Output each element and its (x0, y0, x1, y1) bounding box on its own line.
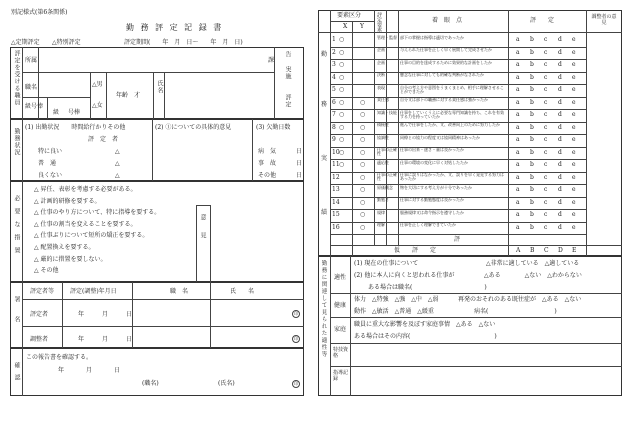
element-name: 仕事の正確性 (377, 147, 397, 157)
family-label: 家庭 (334, 326, 347, 333)
viewpoint-text: 仕事に誤りはなかったか、又、誤りを早く発見する努力はあったか (400, 172, 504, 182)
grade-option[interactable]: a (516, 186, 520, 193)
family-circumstances[interactable]: 職員に重大な影響を及ぼす家庭事情 △ある △ない (354, 321, 496, 328)
grade-option[interactable]: d (558, 148, 562, 156)
signature-col-evaluator: 評定者等 (30, 288, 55, 295)
element-name: 原価概念 (377, 184, 393, 190)
report-label: 告 (284, 51, 291, 58)
x-mark: ○ (339, 136, 345, 143)
evaluation-label: 評定 (284, 94, 291, 108)
element-name: 適応性 (377, 159, 389, 165)
y-mark: ○ (360, 98, 366, 106)
y-mark: ○ (360, 223, 366, 231)
element-name: 勤勉さ (377, 197, 389, 202)
age-field: 年齢 才 (116, 92, 141, 99)
row-number: 4 (332, 73, 336, 81)
grade-option[interactable]: b (530, 211, 534, 218)
grade-option[interactable]: e (572, 123, 576, 131)
row-number: 3 (332, 61, 336, 68)
grade-option[interactable]: c (544, 111, 548, 118)
evaluator-row-label: 評定者 (30, 311, 49, 318)
y-mark: ○ (360, 161, 366, 168)
row-number: 5 (332, 86, 336, 93)
signature-box (10, 282, 304, 348)
element-name: 協調性 (377, 134, 389, 140)
grade-option[interactable]: a (516, 36, 520, 43)
signature-col-name: 氏 名 (230, 288, 255, 295)
viewpoint-text: 進んで仕事をしたか、又、改善向上のために努力したか (400, 122, 500, 127)
grade-option[interactable]: b (530, 148, 534, 156)
confirmation-name: (氏名) (218, 380, 235, 387)
grade-option[interactable]: d (558, 173, 562, 181)
grade-option[interactable]: a (516, 111, 520, 118)
grade-option[interactable]: b (530, 223, 534, 231)
attendance-row-1 (38, 148, 120, 155)
attendance-row-mark[interactable]: △ (115, 148, 120, 155)
x-mark: ○ (339, 48, 345, 56)
row-number: 1 (332, 36, 336, 43)
aptitude-current-options[interactable]: △非常に適している △適している (486, 260, 580, 267)
adjuster-opinion-header: 調整者の意見 (591, 14, 617, 26)
grade-option[interactable]: b (530, 136, 534, 143)
grade-option[interactable]: d (558, 73, 562, 81)
grade-option[interactable]: c (544, 148, 548, 156)
row-number: 11 (332, 161, 340, 168)
element-name: 管理・監督 (377, 34, 397, 40)
attendance-vertical-label: 勤務状況 (13, 128, 20, 156)
grade-option[interactable]: c (544, 61, 548, 68)
grade-option[interactable]: a (516, 173, 520, 181)
x-header: X (343, 23, 348, 30)
absence-days-label: (3) 欠勤日数 (256, 124, 291, 131)
grade-option[interactable]: a (516, 98, 520, 106)
grade-option[interactable]: a (516, 161, 520, 168)
grade-option[interactable]: d (558, 86, 562, 93)
row-number: 16 (332, 223, 340, 231)
attendance-item1: (1) 出勤状況 時間給行かりその他 (25, 124, 126, 131)
grade-option[interactable]: a (516, 198, 520, 206)
row-number: 10 (332, 148, 340, 156)
grade-option[interactable]: a (516, 86, 520, 93)
signature-col-post: 職 名 (170, 288, 189, 295)
element-name: 知識・技能 (377, 109, 397, 115)
evaluator-date: 年 月 日 (78, 311, 139, 318)
grade-option[interactable]: a (516, 123, 520, 131)
element-name: 理解 (377, 222, 385, 227)
female-option[interactable]: △女 (92, 102, 103, 109)
viewpoint-text: 物を大切にする考え方が十分であったか (400, 184, 472, 190)
final-grade-option[interactable]: C (544, 247, 549, 254)
grade-option[interactable]: e (572, 36, 576, 43)
x-mark: ○ (339, 111, 345, 118)
grade-option[interactable]: a (516, 61, 520, 68)
skills-label: 特技資格 (333, 347, 349, 359)
grade-option[interactable]: d (558, 36, 562, 43)
x-mark: ○ (339, 73, 345, 81)
grade-option[interactable]: e (572, 61, 576, 68)
grade-option[interactable]: b (530, 98, 534, 106)
absence-accident: 事 故 日 (258, 160, 303, 167)
attendance-row-label: 普 通 (38, 160, 57, 167)
x-mark: ○ (339, 86, 345, 93)
viewpoint-header: 着 眼 点 (432, 17, 463, 24)
element-header: 評定要素 (376, 12, 382, 32)
grade-option[interactable]: b (530, 186, 534, 193)
grade-option[interactable]: d (558, 198, 562, 206)
aptitude-other-options[interactable]: △ある △ない △わからない (484, 272, 582, 279)
viewpoint-text: 仕事の環境の変化に早く対処したたか (400, 159, 468, 165)
grade-option[interactable]: e (572, 98, 576, 106)
duty-vertical-3: 実 (321, 155, 328, 162)
male-option[interactable]: △男 (92, 81, 103, 88)
duty-vertical-2: 務 (321, 101, 328, 108)
job-title-label: 職名 (25, 84, 38, 91)
final-grade-option[interactable]: A (516, 247, 521, 254)
element-name: 責任感 (377, 97, 389, 102)
final-grade-option[interactable]: D (558, 247, 563, 254)
grade-option[interactable]: d (558, 211, 562, 218)
absence-sick: 病 気 日 (258, 148, 303, 155)
grade-option[interactable]: d (558, 61, 562, 68)
health-label: 健康 (334, 302, 347, 309)
grade-option[interactable]: b (530, 86, 534, 93)
y-mark: ○ (360, 186, 366, 193)
attendance-row-mark[interactable]: △ (115, 172, 120, 179)
viewpoint-text: 仕事をしていくうえに必要な専門知識を持ち、これを有効する力を持っていたか (400, 109, 504, 119)
grade-option[interactable]: d (558, 186, 562, 193)
grade-option[interactable]: c (544, 123, 548, 131)
grade-option[interactable]: d (558, 48, 562, 56)
grade-option[interactable]: b (530, 61, 534, 68)
measure-item[interactable]: △ 計画的研修を要する。 (34, 197, 101, 205)
confirmation-text: この報告書を確認する。 (26, 354, 93, 361)
grade-option[interactable]: c (544, 173, 548, 181)
health-strength[interactable]: 体力 △特強 △強 △中 △弱 (354, 296, 439, 303)
form-number: 別記様式(第6条関係) (11, 9, 68, 16)
periodic-evaluation-option[interactable]: △定期評定 (11, 39, 40, 46)
grade-option[interactable]: a (516, 223, 520, 231)
signature-col-date: 評定(調整)年月日 (70, 288, 117, 295)
measure-item[interactable]: △ 仕事ぶりについて短所の矯正を要する。 (34, 232, 149, 240)
row-number: 12 (332, 173, 340, 181)
x-mark: ○ (339, 148, 345, 156)
confirmation-post: (職名) (142, 380, 159, 387)
grade-option[interactable]: c (544, 73, 548, 81)
x-mark: ○ (339, 123, 345, 131)
grade-option[interactable]: b (530, 123, 534, 131)
grade-option[interactable]: d (558, 111, 562, 118)
aptitude-vertical-label: 勤務に関連して見られた適性等 (320, 260, 327, 358)
viewpoint-text: 自分又は部下の職務に対する責任感は強かったか (400, 97, 488, 102)
grade-option[interactable]: e (572, 148, 576, 156)
grade-option[interactable]: c (544, 223, 548, 231)
attendance-row-mark[interactable]: △ (115, 160, 120, 167)
grade-option[interactable]: d (558, 98, 562, 106)
grade-option[interactable]: d (558, 161, 562, 168)
grade-option[interactable]: c (544, 136, 548, 143)
personal-vertical-label: 評定を受ける職員 (13, 50, 20, 106)
evaluator-label: 評 定 者 (88, 136, 119, 143)
y-mark: ○ (360, 211, 366, 218)
row-number: 14 (332, 198, 340, 206)
grade-option[interactable]: e (572, 161, 576, 168)
final-grade-option[interactable]: B (530, 247, 535, 254)
opinion-label: 意見 (199, 214, 206, 250)
grade-option[interactable]: e (572, 173, 576, 181)
measure-item[interactable]: △ 仕事の割当を変えることを要する。 (34, 220, 137, 228)
y-header: Y (360, 23, 364, 30)
x-mark: ○ (339, 161, 345, 168)
grade-option[interactable]: d (558, 223, 562, 231)
viewpoint-text: 同僚との協力の程度又は協同精神はあったか (400, 134, 480, 140)
aptitude-label: 適性 (334, 274, 347, 281)
grade-option[interactable]: e (572, 223, 576, 231)
grade-label: 級号俸 (25, 103, 44, 110)
viewpoint-text: 仕事に対する勤勉態度は良かったか (400, 197, 464, 202)
measure-item[interactable]: △ 厳的に措置を要しない。 (34, 255, 107, 263)
provisional-evaluation-label: 仮 評 定 (394, 247, 437, 254)
viewpoint-text: 与えられた仕事を正しく早く展開して完成させたか (400, 47, 492, 52)
aptitude-current-job: (1) 現在の仕事について (354, 260, 419, 267)
grade-option[interactable]: d (558, 123, 562, 131)
element-name: 企画 (377, 59, 385, 65)
row-number: 8 (332, 123, 336, 131)
grade-option[interactable]: c (544, 161, 548, 168)
grade-option[interactable]: b (530, 73, 534, 81)
grade-option[interactable]: b (530, 161, 534, 168)
grade-option[interactable]: a (516, 136, 520, 143)
measure-item[interactable]: △ 昇任、表彰を考慮する必要がある。 (34, 186, 137, 193)
grade-option[interactable]: e (572, 111, 576, 118)
name-label: 氏名 (156, 80, 163, 94)
confirmation-seal: 印 (294, 381, 298, 386)
grade-option[interactable]: a (516, 148, 520, 156)
viewpoint-text: 服務規律又は命令指示を遵守したか (400, 209, 464, 215)
row-number: 13 (332, 186, 340, 193)
attendance-row-3 (38, 172, 120, 179)
section-suffix: 課 (268, 57, 275, 64)
step-unit: 号棒 (68, 109, 81, 116)
y-mark: ○ (360, 198, 366, 206)
category-header: 要素区分 (337, 12, 362, 19)
attendance-row-label: 良くない (38, 172, 63, 179)
health-history[interactable]: 再発のおそれのある既往症が △ある △ない (458, 296, 582, 303)
grade-option[interactable]: e (572, 198, 576, 206)
evaluator-seal: 印 (294, 311, 298, 316)
duty-vertical-4: 績 (321, 209, 328, 216)
grade-option[interactable]: e (572, 186, 576, 193)
attendance-row-2 (38, 160, 120, 167)
element-name: 企画 (377, 47, 385, 52)
family-details: ある場合はその内容( ) (354, 333, 497, 340)
grade-option[interactable]: e (572, 73, 576, 81)
measure-item[interactable]: △ その他 (34, 267, 59, 275)
y-mark: ○ (360, 111, 366, 118)
grade-option[interactable]: e (572, 86, 576, 93)
grade-option[interactable]: c (544, 211, 548, 218)
viewpoint-text: 部下の掌握は指導は適切であったか (400, 34, 464, 40)
grade-option[interactable]: a (516, 48, 520, 56)
element-name: 決断 (377, 72, 385, 77)
row-number: 2 (332, 48, 336, 56)
grade-option[interactable]: c (544, 98, 548, 106)
grade-option[interactable]: a (516, 73, 520, 81)
adjuster-seal: 印 (294, 336, 298, 341)
absence-other: その他 日 (258, 172, 303, 179)
row-number: 15 (332, 211, 340, 218)
aptitude-other-job: (2) 他に本人に向くと思われる仕事が (354, 272, 455, 279)
grade-option[interactable]: e (572, 211, 576, 218)
y-mark: ○ (360, 173, 366, 181)
measure-item[interactable]: △ 仕事のやり方について、特に指導を要する。 (34, 209, 161, 217)
grade-option[interactable]: a (516, 211, 520, 218)
y-mark: ○ (360, 148, 366, 156)
duty-vertical-1: 勤 (321, 51, 328, 58)
grade-option[interactable]: e (572, 136, 576, 143)
special-evaluation-option[interactable]: △特別評定 (52, 39, 81, 46)
x-mark: ○ (339, 98, 345, 106)
x-mark: ○ (339, 36, 345, 43)
health-disease: 病名( ) (474, 308, 557, 315)
grade-option[interactable]: c (544, 186, 548, 193)
grade-option[interactable]: b (530, 198, 534, 206)
adjuster-row-label: 調整者 (30, 336, 49, 343)
row-number: 6 (332, 98, 336, 106)
rating-header: 評 定 (530, 17, 555, 24)
health-movement[interactable]: 動作 △敏活 △普通 △緩重 (354, 308, 434, 315)
grade-option[interactable]: c (544, 198, 548, 206)
row-number: 7 (332, 111, 336, 118)
y-mark: ○ (360, 123, 366, 131)
x-mark: ○ (339, 61, 345, 68)
grade-option[interactable]: c (544, 86, 548, 93)
element-name: 規律 (377, 209, 385, 215)
viewpoint-text: 懸念な仕事に対しても的確な判断がなされたか (400, 72, 484, 77)
final-grade-option[interactable]: E (572, 247, 577, 254)
y-mark: ○ (360, 136, 366, 143)
element-name: 表現 (377, 84, 385, 90)
grade-option[interactable]: e (572, 48, 576, 56)
row-number: 9 (332, 136, 336, 143)
attendance-item2: (2) ①についての具体的意見 (155, 124, 232, 131)
evaluation-period: 評定期間( 年 月 日～ 年 月 日) (124, 39, 243, 46)
department-label: 所属 (25, 57, 38, 64)
aptitude-other-post: ある場合は職名( ) (368, 284, 487, 291)
page-title: 勤 務 評 定 記 録 書 (126, 23, 224, 32)
grade-option[interactable]: d (558, 136, 562, 143)
viewpoint-text: 仕事の出来・速さ・量は良かったか (400, 147, 464, 152)
confirmation-vertical-label: 確認 (13, 362, 20, 386)
viewpoint-text: 自分の考え方や意図をうまくまとめ、相手に理解させることができたか (400, 84, 504, 94)
grade-option[interactable]: b (530, 111, 534, 118)
element-name: 積極性 (377, 122, 389, 127)
attendance-row-label: 特に良い (38, 148, 63, 155)
measure-item[interactable]: △ 配置換えを要する。 (34, 244, 95, 251)
grade-unit: 級 (53, 109, 60, 116)
grade-option[interactable]: c (544, 48, 548, 56)
signature-vertical-label: 署名 (13, 296, 20, 336)
grade-option[interactable]: b (530, 48, 534, 56)
grade-option[interactable]: b (530, 36, 534, 43)
adjuster-date: 年 月 日 (78, 336, 139, 343)
confirmation-date: 年 月 日 (58, 367, 129, 374)
implementation-label: 実施 (284, 66, 291, 80)
guidance-label: 指導記録 (333, 370, 349, 382)
element-name: 仕事の正確性 (377, 172, 397, 182)
evaluation-label: 評 (454, 236, 461, 243)
grade-option[interactable]: c (544, 36, 548, 43)
viewpoint-text: 仕事を正しく理解できていたか (400, 222, 456, 227)
viewpoint-text: 仕事の目的を達成するために効果的な計画をしたか (400, 59, 492, 65)
grade-option[interactable]: b (530, 173, 534, 181)
measures-vertical-label: 必要な措置 (13, 195, 20, 260)
